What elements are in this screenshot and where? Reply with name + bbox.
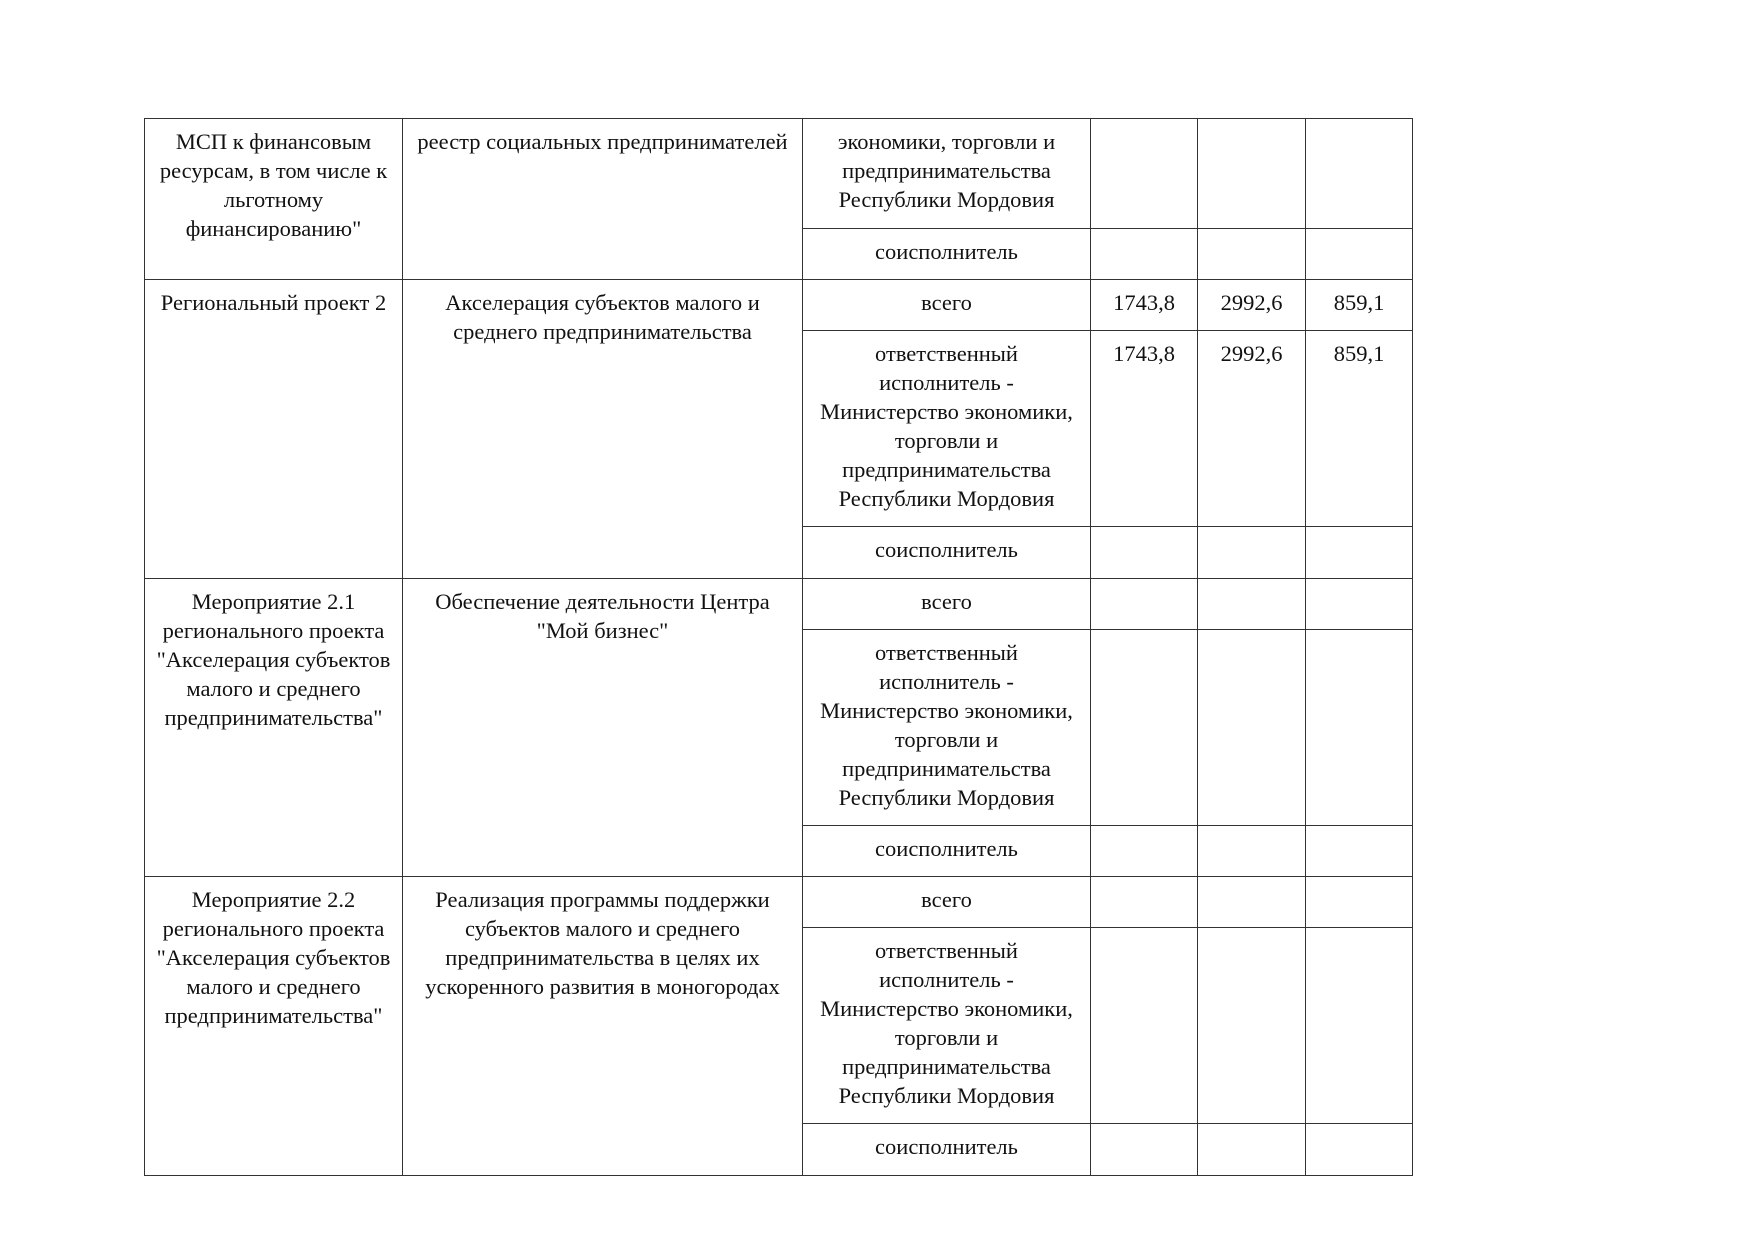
value-cell-2 — [1198, 1124, 1306, 1176]
value-cell-3 — [1306, 826, 1413, 877]
role-cell: соисполнитель — [803, 527, 1091, 579]
table-row — [145, 119, 1413, 229]
value-cell-3 — [1306, 229, 1413, 280]
item-description-cell: Реализация программы поддержки субъектов малого и среднего предпринимательства в целях их ускоренного развития в моногородах — [403, 877, 803, 1176]
value-cell-2 — [1198, 928, 1306, 1124]
value-cell-3 — [1306, 1124, 1413, 1176]
role-cell: соисполнитель — [803, 229, 1091, 280]
item-name-cell: Региональный проект 2 — [145, 280, 403, 579]
role-cell: соисполнитель — [803, 1124, 1091, 1176]
role-cell: ответственный исполнитель - Министерство экономики, торговли и предпринимательства Республики Мордовия — [803, 928, 1091, 1124]
value-cell-3 — [1306, 630, 1413, 826]
value-cell-2 — [1198, 527, 1306, 579]
value-cell-1 — [1091, 579, 1198, 630]
value-cell-3 — [1306, 527, 1413, 579]
table-row — [145, 877, 1413, 928]
table-row — [145, 280, 1413, 331]
value-cell-3: 859,1 — [1306, 331, 1413, 527]
role-cell: соисполнитель — [803, 826, 1091, 877]
value-cell-3: 859,1 — [1306, 280, 1413, 331]
role-cell: всего — [803, 579, 1091, 630]
value-cell-3 — [1306, 877, 1413, 928]
item-name-cell: МСП к финансовым ресурсам, в том числе к льготному финансированию" — [145, 119, 403, 280]
item-name-cell: Мероприятие 2.2 регионального проекта "Акселерация субъектов малого и среднего предпринимательства" — [145, 877, 403, 1176]
value-cell-2 — [1198, 229, 1306, 280]
item-description-cell: Акселерация субъектов малого и среднего предпринимательства — [403, 280, 803, 579]
value-cell-3 — [1306, 579, 1413, 630]
value-cell-2: 2992,6 — [1198, 331, 1306, 527]
value-cell-3 — [1306, 119, 1413, 229]
item-description-cell: реестр социальных предпринимателей — [403, 119, 803, 280]
value-cell-1 — [1091, 928, 1198, 1124]
item-name-cell: Мероприятие 2.1 регионального проекта "Акселерация субъектов малого и среднего предпринимательства" — [145, 579, 403, 877]
role-cell: экономики, торговли и предпринимательства Республики Мордовия — [803, 119, 1091, 229]
value-cell-1 — [1091, 1124, 1198, 1176]
value-cell-2 — [1198, 579, 1306, 630]
value-cell-1: 1743,8 — [1091, 331, 1198, 527]
value-cell-2 — [1198, 877, 1306, 928]
role-cell: всего — [803, 280, 1091, 331]
role-cell: всего — [803, 877, 1091, 928]
value-cell-1 — [1091, 527, 1198, 579]
value-cell-1 — [1091, 630, 1198, 826]
value-cell-2 — [1198, 630, 1306, 826]
role-cell: ответственный исполнитель - Министерство экономики, торговли и предпринимательства Республики Мордовия — [803, 630, 1091, 826]
value-cell-1 — [1091, 119, 1198, 229]
value-cell-1 — [1091, 826, 1198, 877]
table-row — [145, 579, 1413, 630]
value-cell-2: 2992,6 — [1198, 280, 1306, 331]
value-cell-1 — [1091, 877, 1198, 928]
value-cell-2 — [1198, 119, 1306, 229]
role-cell: ответственный исполнитель - Министерство экономики, торговли и предпринимательства Республики Мордовия — [803, 331, 1091, 527]
value-cell-1: 1743,8 — [1091, 280, 1198, 331]
value-cell-1 — [1091, 229, 1198, 280]
value-cell-3 — [1306, 928, 1413, 1124]
item-description-cell: Обеспечение деятельности Центра "Мой бизнес" — [403, 579, 803, 877]
funding-table — [144, 118, 1413, 1176]
value-cell-2 — [1198, 826, 1306, 877]
